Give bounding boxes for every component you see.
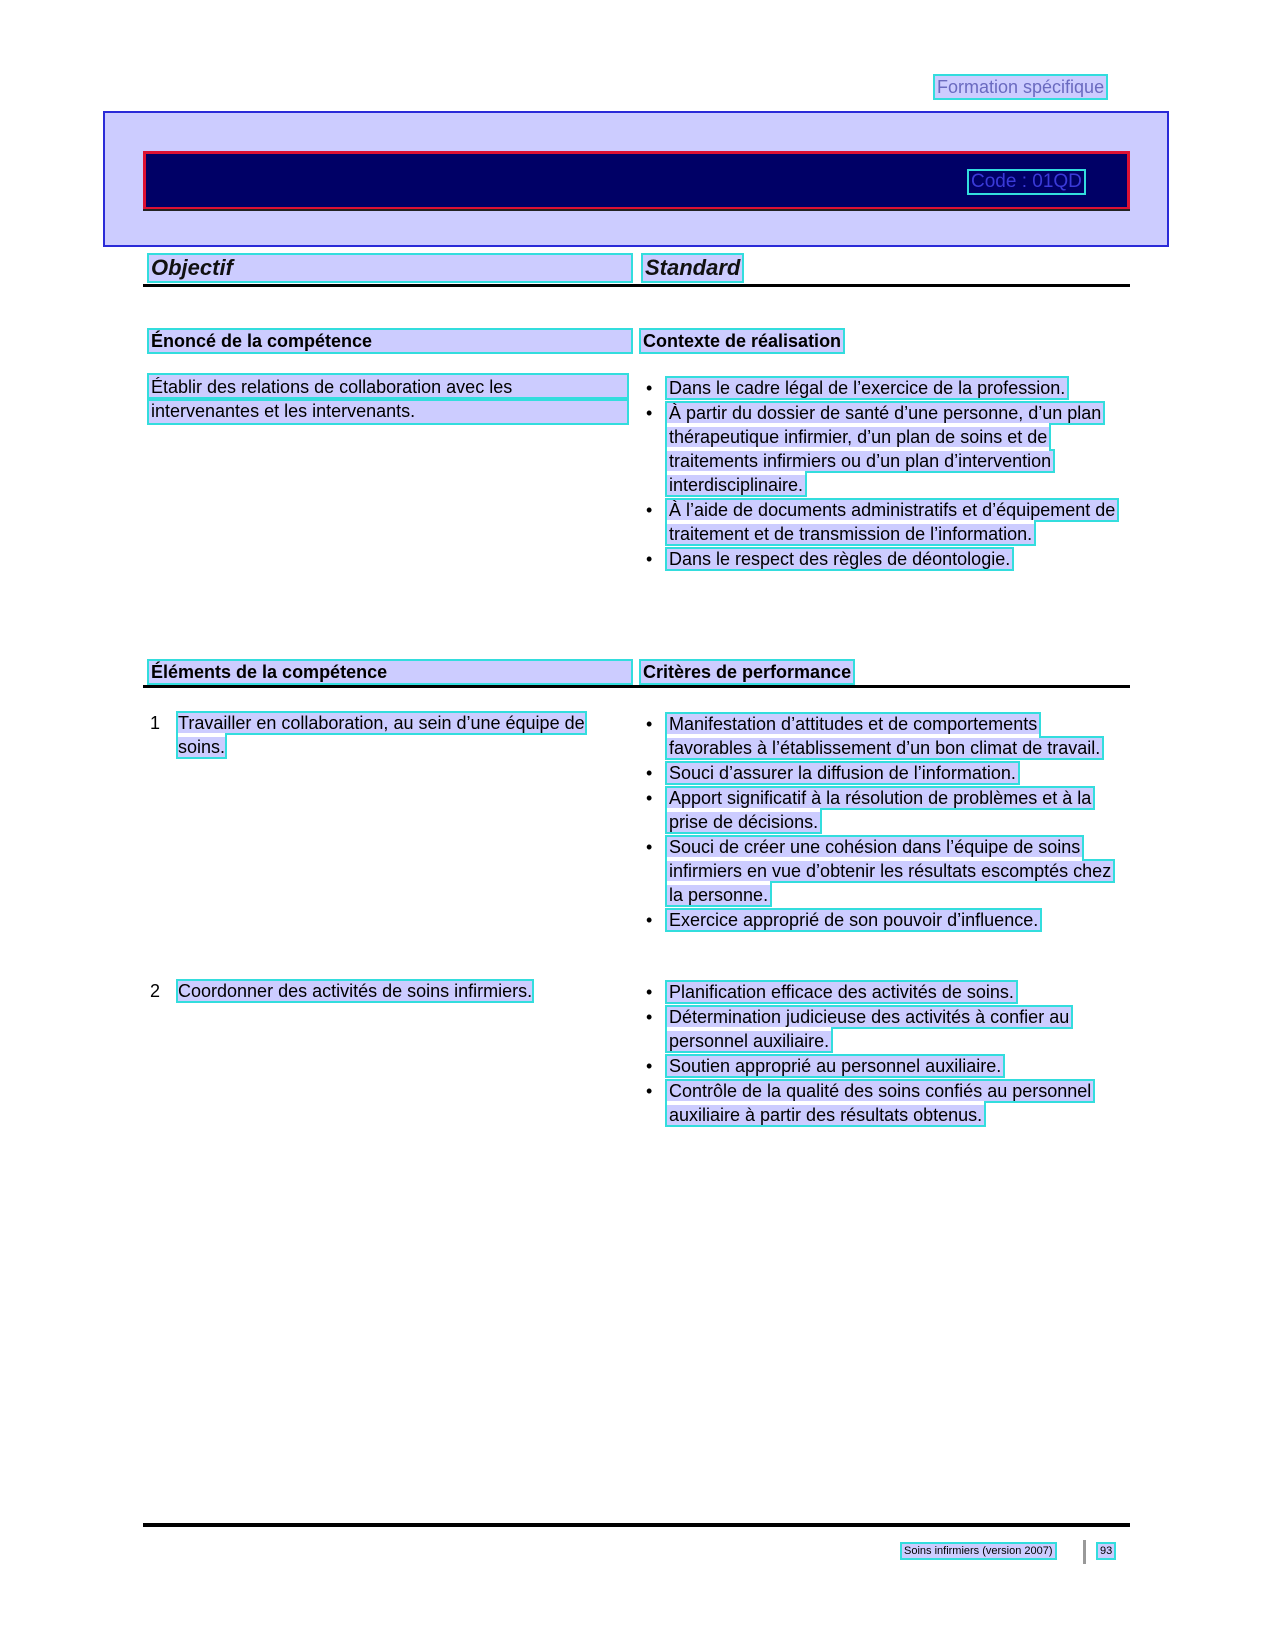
bullet-icon: • bbox=[646, 1007, 653, 1027]
footer-separator bbox=[1083, 1540, 1086, 1564]
bullet-icon: • bbox=[646, 549, 653, 569]
bullet-icon: • bbox=[646, 910, 653, 930]
list-item: • Dans le respect des règles de déontologie. bbox=[646, 549, 1011, 569]
criteria-list-1 bbox=[642, 712, 1122, 932]
title-bar-shadow bbox=[143, 209, 1130, 211]
competency-statement bbox=[149, 375, 627, 423]
header-rule bbox=[143, 284, 1130, 287]
element-text: Coordonner des activités de soins infirmiers. bbox=[178, 981, 533, 1001]
bullet-icon: • bbox=[646, 403, 653, 423]
competency-element-2 bbox=[150, 979, 630, 1003]
objectif-heading: Objectif bbox=[149, 255, 631, 281]
section-rule bbox=[143, 685, 1130, 688]
element-text: Travailler en collaboration, au sein d’une équipe de soins. bbox=[178, 713, 585, 757]
bullet-icon: • bbox=[646, 763, 653, 783]
contexte-heading: Contexte de réalisation bbox=[643, 331, 842, 351]
list-item: • Souci de créer une cohésion dans l’équipe de soins infirmiers en vue d’obtenir les résultats escomptés chez la personne. bbox=[646, 837, 1112, 905]
footer-text: Soins infirmiers (version 2007) bbox=[904, 1545, 1053, 1557]
elements-heading: Éléments de la compétence bbox=[149, 661, 631, 683]
bullet-icon: • bbox=[646, 837, 653, 857]
list-item: • À partir du dossier de santé d’une personne, d’un plan thérapeutique infirmier, d’un plan de soins et de traitements infirmiers ou d’un plan d’intervention interdisciplinaire. bbox=[646, 403, 1102, 495]
list-item: • À l’aide de documents administratifs et d’équipement de traitement et de transmission de l’information. bbox=[646, 500, 1116, 544]
competency-code: Code : 01QD bbox=[971, 171, 1082, 192]
criteria-list-2 bbox=[642, 980, 1122, 1127]
list-item: • Apport significatif à la résolution de problèmes et à la prise de décisions. bbox=[646, 788, 1092, 832]
list-item: • Planification efficace des activités de soins. bbox=[646, 982, 1014, 1002]
bullet-icon: • bbox=[646, 378, 653, 398]
bullet-icon: • bbox=[646, 788, 653, 808]
list-item: • Soutien approprié au personnel auxiliaire. bbox=[646, 1056, 1002, 1076]
element-number: 1 bbox=[150, 713, 161, 733]
element-number: 2 bbox=[150, 981, 161, 1001]
list-item: • Souci d’assurer la diffusion de l’information. bbox=[646, 763, 1016, 783]
criteres-heading: Critères de performance bbox=[643, 662, 852, 682]
bullet-icon: • bbox=[646, 982, 653, 1002]
section-label: Formation spécifique bbox=[937, 77, 1105, 97]
statement-line: Établir des relations de collaboration avec les bbox=[149, 375, 627, 399]
bullet-icon: • bbox=[646, 500, 653, 520]
page-number: 93 bbox=[1100, 1545, 1113, 1557]
bullet-icon: • bbox=[646, 1056, 653, 1076]
competency-element-1 bbox=[150, 711, 630, 759]
list-item: • Manifestation d’attitudes et de comportements favorables à l’établissement d’un bon climat de travail. bbox=[646, 714, 1101, 758]
list-item: • Détermination judicieuse des activités à confier au personnel auxiliaire. bbox=[646, 1007, 1070, 1051]
enonce-heading: Énoncé de la compétence bbox=[149, 330, 631, 352]
statement-line: intervenantes et les intervenants. bbox=[149, 399, 627, 423]
list-item: • Contrôle de la qualité des soins confiés au personnel auxiliaire à partir des résultats obtenus. bbox=[646, 1081, 1092, 1125]
contexte-list bbox=[642, 376, 1122, 571]
bullet-icon: • bbox=[646, 1081, 653, 1101]
list-item: • Dans le cadre légal de l’exercice de la profession. bbox=[646, 378, 1066, 398]
bullet-icon: • bbox=[646, 714, 653, 734]
footer-rule bbox=[143, 1523, 1130, 1527]
list-item: • Exercice approprié de son pouvoir d’influence. bbox=[646, 910, 1039, 930]
standard-heading: Standard bbox=[645, 255, 741, 280]
